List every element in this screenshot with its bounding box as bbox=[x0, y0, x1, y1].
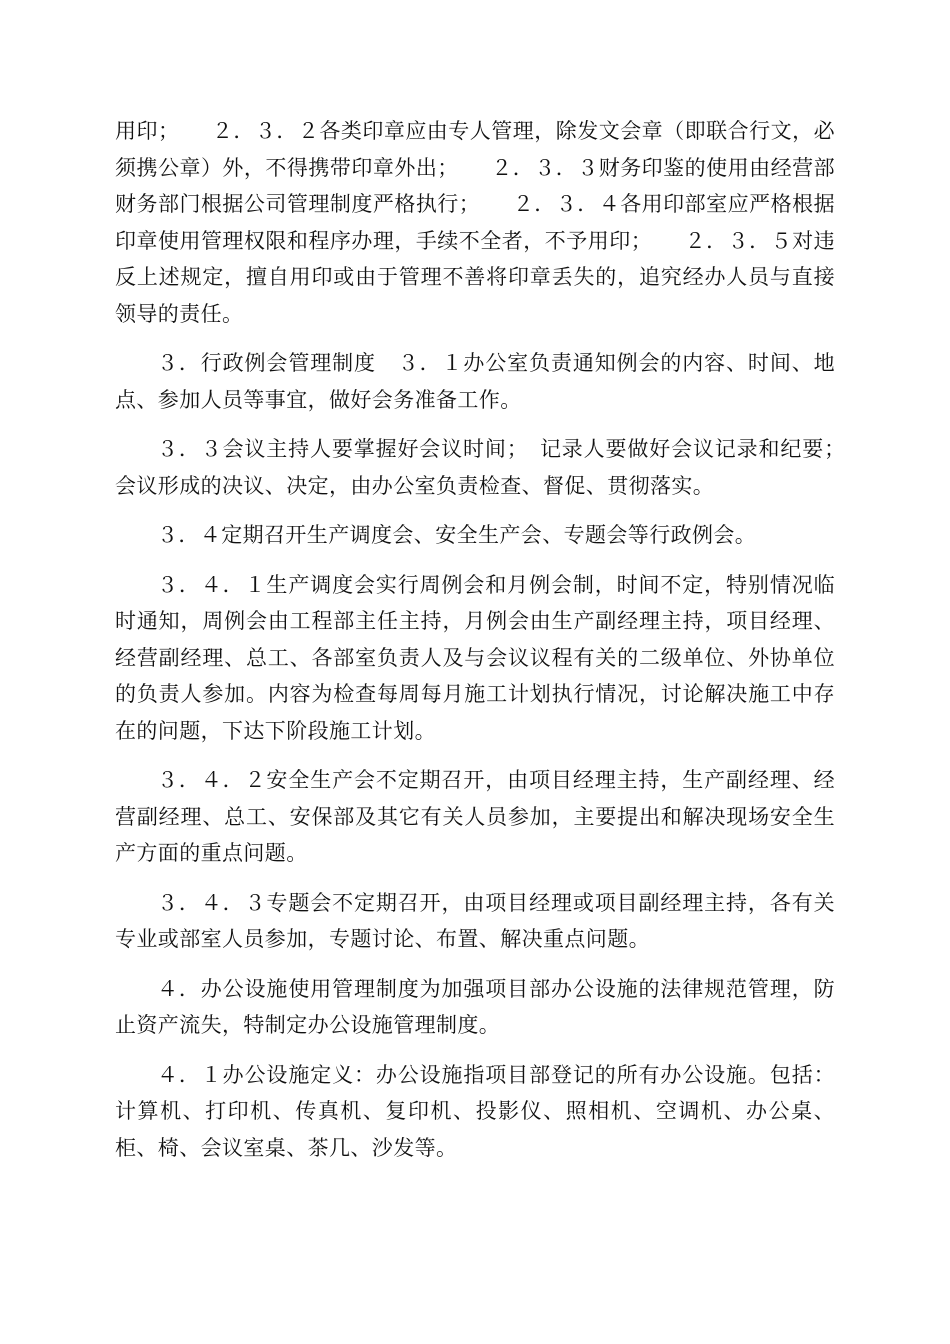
paragraph-regular-meetings: ３．４定期召开生产调度会、安全生产会、专题会等行政例会。 bbox=[157, 523, 757, 547]
paragraph-safety-meeting: ３．４．２安全生产会不定期召开，由项目经理主持，生产副经理、经营副经理、总工、安保部及其它有关人员参加，主要提出和解决现场安全生产方面的重点问题。 bbox=[115, 768, 835, 865]
paragraph-office-facility-system: ４．办公设施使用管理制度为加强项目部办公设施的法律规范管理，防止资产流失，特制定办公设施管理制度。 bbox=[115, 976, 835, 1037]
paragraph-seal-management: 用印； ２．３．２各类印章应由专人管理，除发文会章（即联合行文，必须携公章）外，不得携带印章外出； ２．３．３财务印鉴的使用由经营部财务部门根据公司管理制度严格执行； ２．３．４各用印部室应严格根据印章使用管理权限和程序办理，手续不全者，不予用印； ２．３．５对违反上述规定，擅自用印或由于管理不善将印章丢失的，追究经办人员与直接领导的责任。 bbox=[115, 119, 835, 326]
paragraph-admin-meeting-system: ３．行政例会管理制度 ３．１办公室负责通知例会的内容、时间、地点、参加人员等事宜，做好会务准备工作。 bbox=[115, 351, 835, 412]
document-body bbox=[115, 113, 857, 1179]
paragraph-meeting-host: ３．３会议主持人要掌握好会议时间； 记录人要做好会议记录和纪要； 会议形成的决议、决定，由办公室负责检查、督促、贯彻落实。 bbox=[115, 437, 857, 498]
paragraph-production-meeting: ３．４．１生产调度会实行周例会和月例会制，时间不定，特别情况临时通知，周例会由工程部主任主持，月例会由生产副经理主持，项目经理、经营副经理、总工、各部室负责人及与会议议程有关的二级单位、外协单位的负责人参加。内容为检查每周每月施工计划执行情况，讨论解决施工中存在的问题，下达下阶段施工计划。 bbox=[115, 572, 835, 743]
paragraph-special-meeting: ３．４．３专题会不定期召开，由项目经理或项目副经理主持，各有关专业或部室人员参加，专题讨论、布置、解决重点问题。 bbox=[115, 890, 835, 951]
paragraph-office-facility-definition: ４．１办公设施定义：办公设施指项目部登记的所有办公设施。包括：计算机、打印机、传真机、复印机、投影仪、照相机、空调机、办公桌、柜、椅、会议室桌、茶几、沙发等。 bbox=[115, 1062, 835, 1160]
